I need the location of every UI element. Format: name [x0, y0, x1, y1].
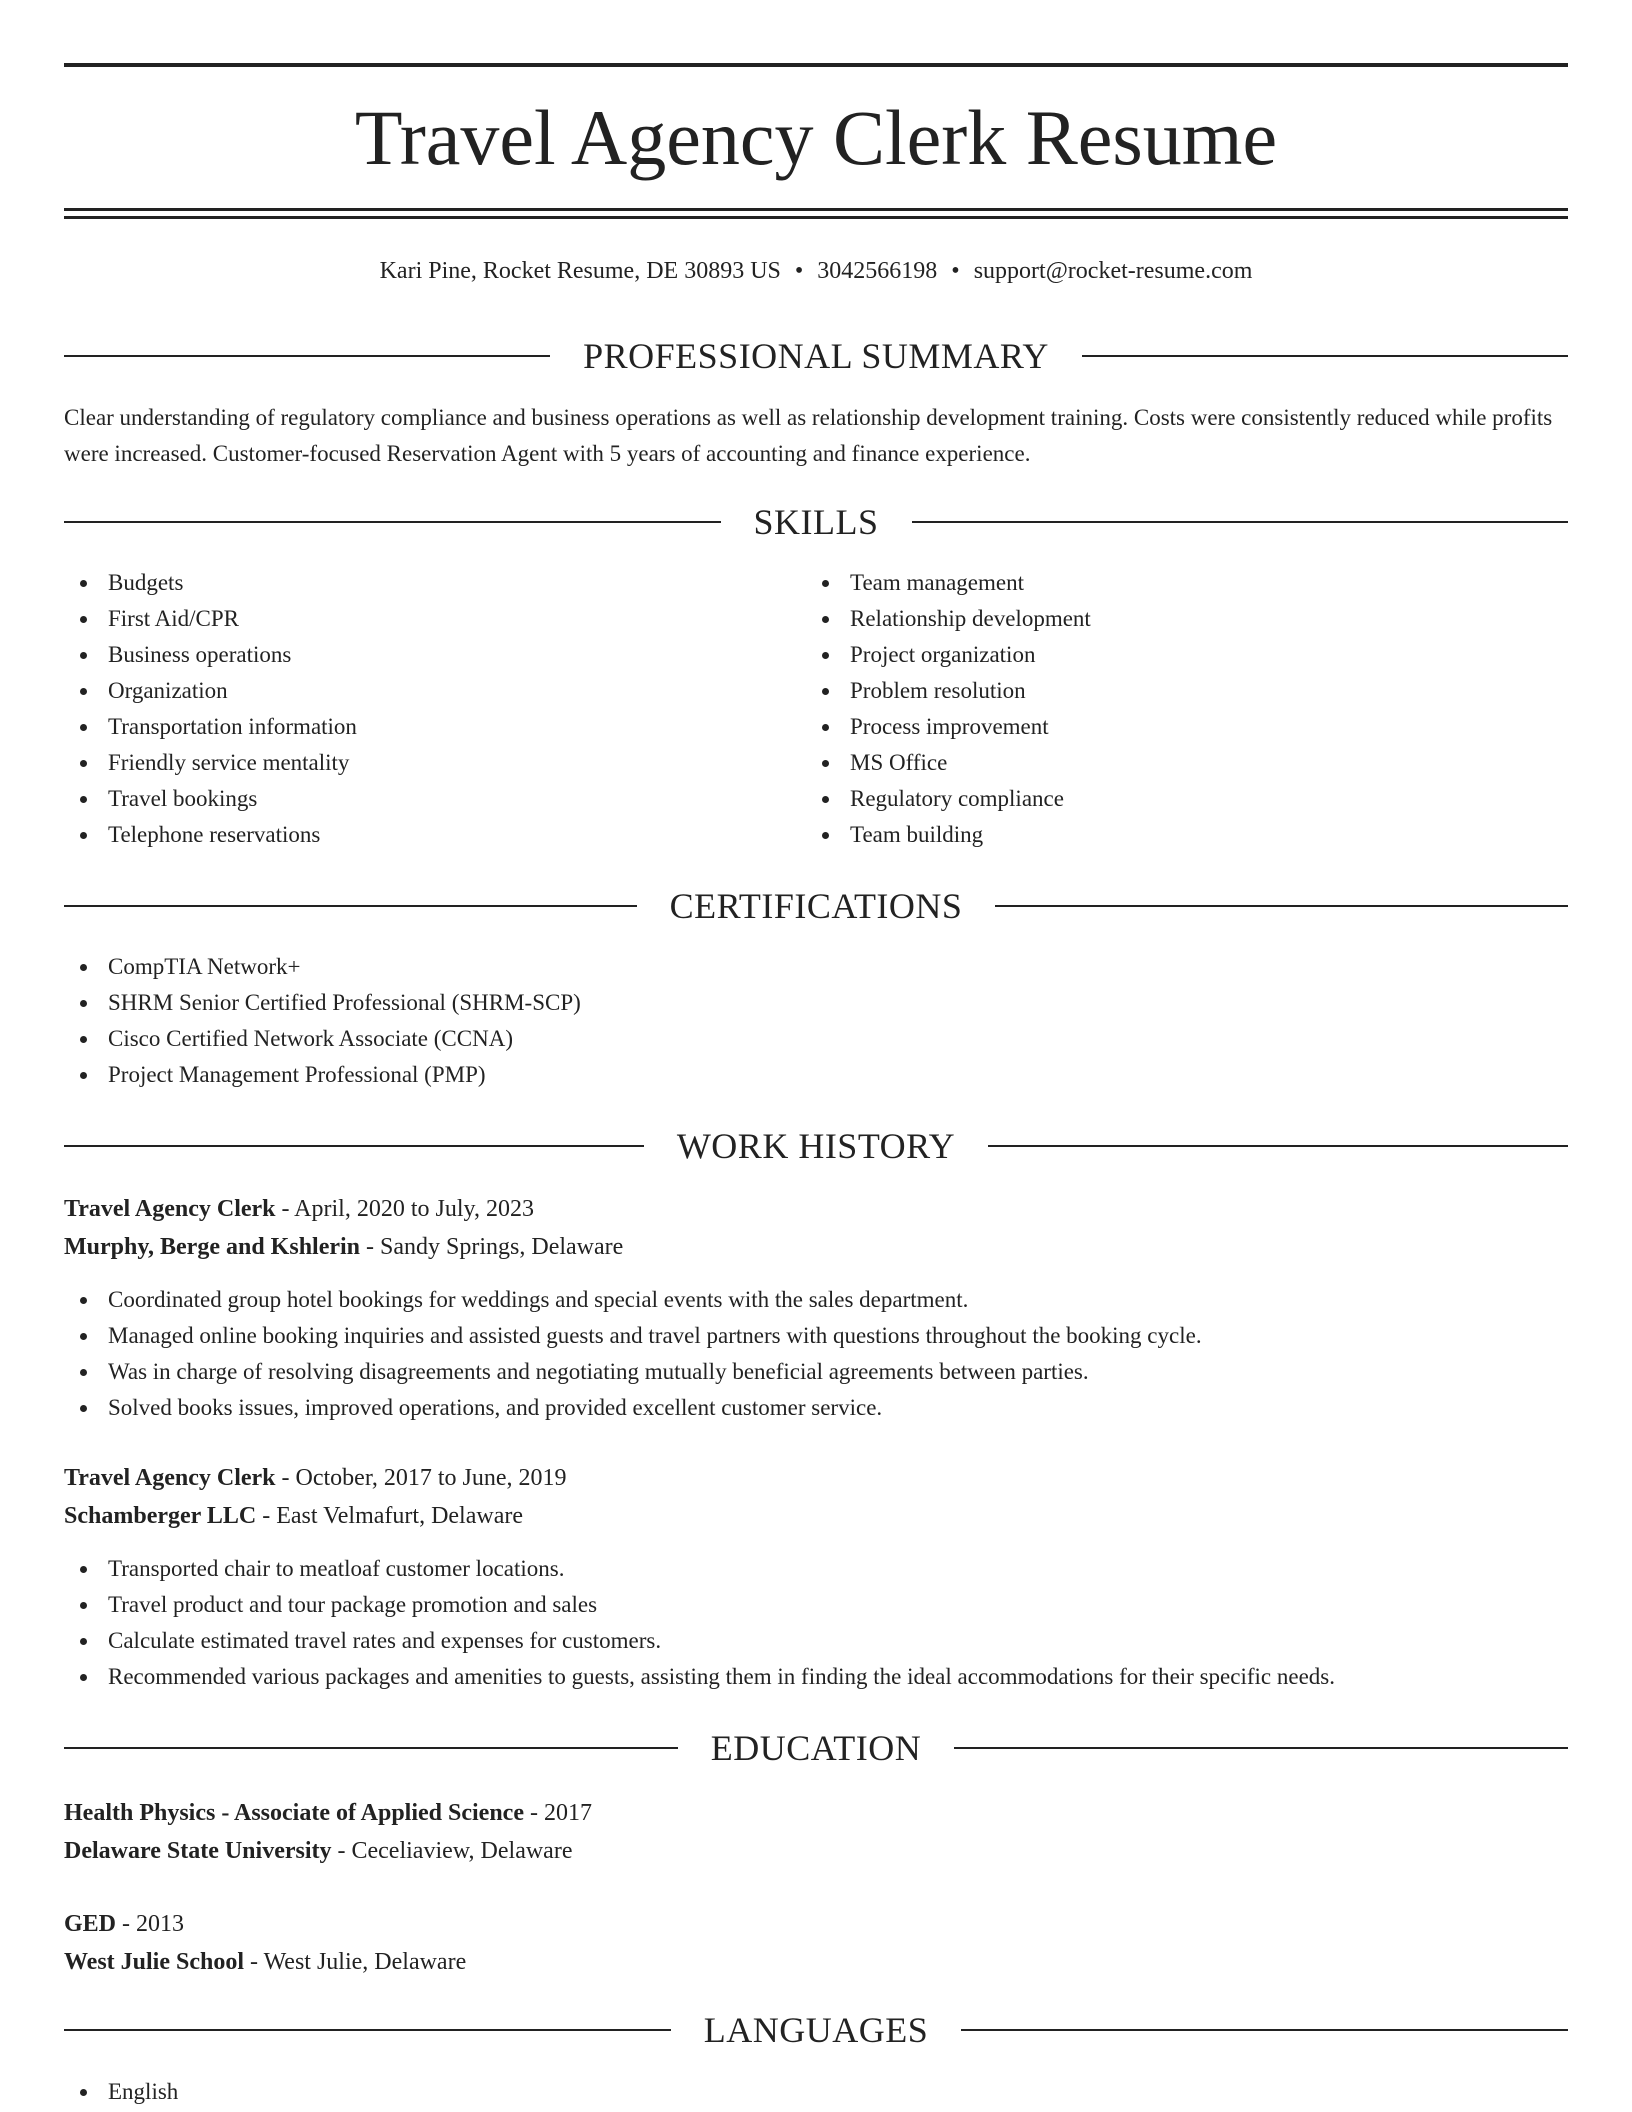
title-rule-lower — [64, 216, 1568, 219]
job-dates: - April, 2020 to July, 2023 — [275, 1196, 534, 1222]
section-title: SKILLS — [753, 502, 879, 542]
summary-text: Clear understanding of regulatory compliance and business operations as well as relationship development training. Costs were consistently reduced while profits were increased. Customer-focused Reservation Agent with 5 years of accounting and finance experience. — [64, 405, 1553, 466]
skill-item: Process improvement — [806, 709, 1548, 745]
education-entry — [64, 1905, 1568, 1981]
job-title: Travel Agency Clerk — [64, 1465, 276, 1491]
skill-item: First Aid/CPR — [64, 601, 806, 637]
job-bullet: Transported chair to meatloaf customer locations. — [64, 1551, 1568, 1587]
skill-item: Team building — [806, 817, 1548, 853]
education-degree-line — [64, 1794, 1568, 1832]
skill-item: Problem resolution — [806, 673, 1548, 709]
job-bullet: Coordinated group hotel bookings for weddings and special events with the sales department. — [64, 1282, 1568, 1318]
job-company-line — [64, 1497, 1568, 1535]
section-title: WORK HISTORY — [676, 1126, 956, 1166]
title-rule-upper — [64, 208, 1568, 211]
job-bullet: Was in charge of resolving disagreements and negotiating mutually beneficial agreements between parties. — [64, 1354, 1568, 1390]
education-school: West Julie School — [64, 1949, 245, 1975]
section-heading-summary — [64, 334, 1568, 378]
job-title-line — [64, 1190, 1568, 1228]
job-bullet: Travel product and tour package promotion and sales — [64, 1587, 1568, 1623]
skill-item: Organization — [64, 673, 806, 709]
skill-item: Project organization — [806, 637, 1548, 673]
languages-list — [64, 2074, 1568, 2110]
job-bullet: Solved books issues, improved operations, and provided excellent customer service. — [64, 1390, 1568, 1426]
section-title: PROFESSIONAL SUMMARY — [583, 336, 1049, 376]
certification-item: Cisco Certified Network Associate (CCNA) — [64, 1021, 1568, 1057]
education-location: - Ceceliaview, Delaware — [331, 1838, 573, 1864]
skill-item: Travel bookings — [64, 781, 806, 817]
skill-item: Relationship development — [806, 601, 1548, 637]
certification-item: Project Management Professional (PMP) — [64, 1057, 1568, 1093]
top-rule — [64, 63, 1568, 67]
contact-separator: • — [794, 258, 804, 284]
heading-rule — [64, 905, 637, 907]
job-title: Travel Agency Clerk — [64, 1196, 276, 1222]
heading-rule — [64, 521, 721, 523]
heading-rule — [64, 1145, 644, 1147]
education-school-line — [64, 1943, 1568, 1981]
heading-rule — [64, 1747, 678, 1749]
section-title: LANGUAGES — [703, 2010, 929, 2050]
section-heading-certifications — [64, 884, 1568, 928]
job-bullets — [64, 1551, 1568, 1695]
language-item: English — [64, 2074, 1568, 2110]
skill-item: MS Office — [806, 745, 1548, 781]
skills-list — [64, 565, 1568, 853]
heading-rule — [995, 905, 1568, 907]
job-dates: - October, 2017 to June, 2019 — [275, 1465, 567, 1491]
education-degree: GED — [64, 1911, 117, 1937]
job-bullets — [64, 1282, 1568, 1426]
contact-phone: 3042566198 — [817, 258, 938, 284]
education-location: - West Julie, Delaware — [244, 1949, 467, 1975]
job-bullet: Recommended various packages and amenities to guests, assisting them in finding the ideal accommodations for their specific needs. — [64, 1659, 1568, 1695]
skill-item: Friendly service mentality — [64, 745, 806, 781]
job-entry — [64, 1459, 1568, 1695]
job-company: Schamberger LLC — [64, 1503, 257, 1529]
job-location: - East Velmafurt, Delaware — [256, 1503, 523, 1529]
contact-separator: • — [951, 258, 960, 284]
section-title: EDUCATION — [710, 1728, 922, 1768]
heading-rule — [64, 355, 550, 357]
job-entry — [64, 1190, 1568, 1426]
skill-item: Business operations — [64, 637, 806, 673]
heading-rule — [954, 1747, 1568, 1749]
section-heading-skills — [64, 500, 1568, 544]
job-bullet: Calculate estimated travel rates and expenses for customers. — [64, 1623, 1568, 1659]
skill-item: Telephone reservations — [64, 817, 806, 853]
job-title-line — [64, 1459, 1568, 1497]
heading-rule — [912, 521, 1569, 523]
education-entry — [64, 1794, 1568, 1870]
skills-column-right — [806, 565, 1548, 853]
education-school-line — [64, 1832, 1568, 1870]
contact-email: support@rocket-resume.com — [973, 258, 1253, 284]
job-company-line — [64, 1228, 1568, 1266]
contact-address: Kari Pine, Rocket Resume, DE 30893 US — [379, 258, 781, 284]
education-degree-line — [64, 1905, 1568, 1943]
heading-rule — [64, 2029, 671, 2031]
heading-rule — [988, 1145, 1568, 1147]
skill-item: Transportation information — [64, 709, 806, 745]
job-bullet: Managed online booking inquiries and assisted guests and travel partners with questions throughout the booking cycle. — [64, 1318, 1568, 1354]
contact-line — [64, 255, 1568, 287]
skill-item: Budgets — [64, 565, 806, 601]
skill-item: Regulatory compliance — [806, 781, 1548, 817]
certification-item: SHRM Senior Certified Professional (SHRM-SCP) — [64, 985, 1568, 1021]
skill-item: Team management — [806, 565, 1548, 601]
education-degree: Health Physics - Associate of Applied Science — [64, 1800, 524, 1826]
section-title: CERTIFICATIONS — [669, 886, 963, 926]
certification-item: CompTIA Network+ — [64, 949, 1568, 985]
education-year: - 2017 — [523, 1800, 592, 1826]
section-heading-education — [64, 1726, 1568, 1770]
education-school: Delaware State University — [64, 1838, 332, 1864]
section-heading-languages — [64, 2008, 1568, 2052]
heading-rule — [1082, 355, 1568, 357]
certifications-list — [64, 949, 1568, 1093]
resume-title: Travel Agency Clerk Resume — [354, 94, 1278, 181]
heading-rule — [961, 2029, 1568, 2031]
skills-column-left — [64, 565, 806, 853]
education-year: - 2013 — [116, 1911, 185, 1937]
section-heading-work — [64, 1124, 1568, 1168]
job-company: Murphy, Berge and Kshlerin — [64, 1234, 361, 1260]
job-location: - Sandy Springs, Delaware — [360, 1234, 624, 1260]
